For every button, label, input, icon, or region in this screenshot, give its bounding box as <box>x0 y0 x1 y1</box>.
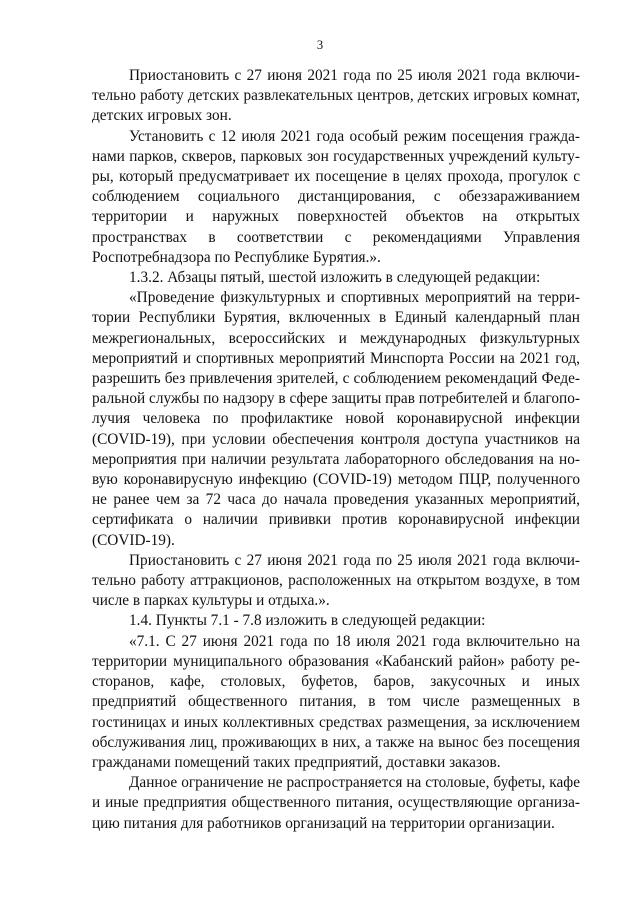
paragraph-clause-7-1: «7.1. С 27 июня 2021 года по 18 июля 2021 года включительно на территории муниципального образования «Кабанский район» работу ресторанов, кафе, столовых, буфетов, баров, закусочных и иных предприятий общественного питания, в том числе размещенных в гостиницах и иных коллективных средствах размещения, за исключением обслуживания лиц, проживающих в них, а также на вынос без посещения гражданами помещений таких предприятий, доставки заказов. <box>92 632 580 771</box>
paragraph-clause-1-3-2: 1.3.2. Абзацы пятый, шестой изложить в следующей редакции: <box>129 269 541 287</box>
paragraph-sports-events: «Проведение физкультурных и спортивных мероприятий на территории Республики Бурятия, включенных в Единый календарный план межрегиональных, всероссийских и международных физкультурных мероприятий и спортивных мероприятий Минспорта России на 2021 год, разрешить без привлечения зрителей, с соблюдением рекомендаций Федеральной службы по надзору в сфере защиты прав потребителей и благополучия человека по профилактике новой коронавирусной инфекции (COVID-19), при условии обеспечения контроля доступа участников на мероприятия при наличии результата лабораторного обследования на новую коронавирусную инфекцию (COVID-19) методом ПЦР, полученного не ранее чем за 72 часа до начала проведения указанных мероприятий, сертификата о наличии прививки против коронавирусной инфекции (COVID-19). <box>92 289 580 549</box>
paragraph-park-visiting-regime: Установить с 12 июля 2021 года особый режим посещения гражданами парков, скверов, парковых зон государственных учреждений культуры, который предусматривает их посещение в целях прохода, прогулок с соблюдением социального дистанцирования, с обеззараживанием территории и наружных поверхностей объектов на открытых пространствах в соответствии с рекомендациями Управления Роспотребнадзора по Республике Бурятия.». <box>92 127 580 266</box>
paragraph-suspend-attractions: Приостановить с 27 июня 2021 года по 25 июля 2021 года включительно работу аттракционов, расположенных на открытом воздухе, в том числе в парках культуры и отдыха.». <box>92 551 580 610</box>
page-number: 3 <box>316 38 324 52</box>
paragraph-restriction-exception: Данное ограничение не распространяется на столовые, буфеты, кафе и иные предприятия общественного питания, осуществляющие организацию питания для работников организаций на территории организации. <box>92 774 580 832</box>
paragraph-suspend-entertainment-centers: Приостановить с 27 июня 2021 года по 25 июля 2021 года включительно работу детских развлекательных центров, детских игровых комнат, детских игровых зон. <box>92 67 580 125</box>
paragraph-clause-1-4: 1.4. Пункты 7.1 - 7.8 изложить в следующей редакции: <box>129 612 486 630</box>
document-body <box>92 66 580 834</box>
